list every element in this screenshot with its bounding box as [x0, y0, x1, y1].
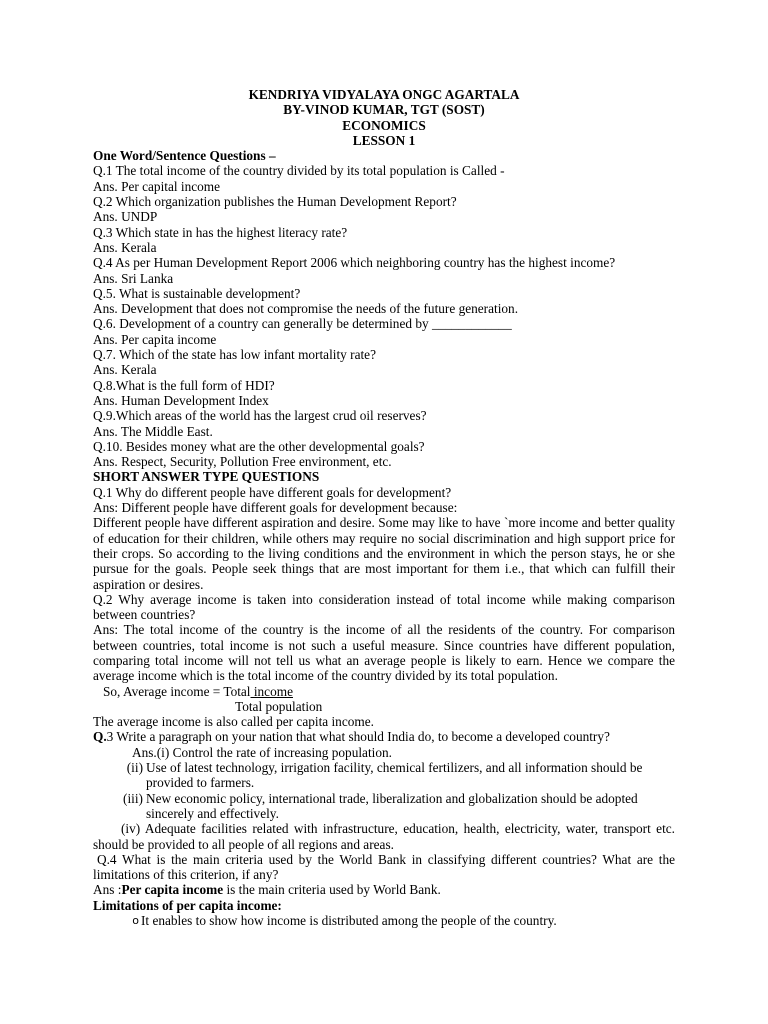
qa-line: Q.3 Which state in has the highest literacy rate? — [93, 224, 348, 240]
question-3-label: Q. — [93, 729, 107, 745]
formula-denominator: Total population — [235, 698, 323, 714]
qa-line: Ans. Kerala — [93, 362, 157, 378]
formula-line — [103, 684, 675, 699]
answer-2-note: The average income is also called per capita income. — [93, 714, 374, 730]
formula-numerator: income — [250, 683, 293, 699]
qa-line: Q.7. Which of the state has low infant mortality rate? — [93, 347, 376, 363]
answer-3-item-i: Ans.(i) Control the rate of increasing population. — [132, 744, 392, 760]
list-number: (ii) — [126, 760, 143, 776]
limitation-bullet-item — [93, 913, 675, 928]
qa-line: Q.4 As per Human Development Report 2006 which neighboring country has the highest income? — [93, 255, 616, 271]
one-word-qa-list — [93, 163, 675, 469]
answer-1-paragraph: Different people have different aspiration and desire. Some may like to have `more income and better quality of education for their children, while others may require no social discrimination and high support price for their crops. So according to the living conditions and the environment in which the person stays, he or she pursue for the goals. People seek things that are most important for them i.e., that which can fulfill their aspiration or desires. — [93, 515, 675, 592]
question-2: Q.2 Why average income is taken into consideration instead of total income while making comparison between countries? — [93, 591, 675, 623]
bullet-text: It enables to show how income is distributed among the people of the country. — [141, 913, 557, 929]
author-line: BY-VINOD KUMAR, TGT (SOST) — [283, 102, 485, 118]
answer-2-paragraph: Ans: The total income of the country is the income of all the residents of the country. For comparison between countries, total income is not such a useful measure. Since countries have different population, comparing total income will not tell us what an average people is likely to earn. Hence we compare the average income which is the total income of the country divided by its total population. — [93, 622, 675, 684]
answer-3-item-iii — [93, 791, 675, 822]
qa-line: Ans. Sri Lanka — [93, 270, 174, 286]
qa-line: Q.10. Besides money what are the other developmental goals? — [93, 438, 425, 454]
qa-line: Ans. Development that does not compromise the needs of the future generation. — [93, 301, 519, 317]
section-heading-one-word: One Word/Sentence Questions – — [93, 148, 276, 164]
subject-title: ECONOMICS — [342, 117, 426, 133]
answer-4-prefix: Ans : — [93, 882, 122, 898]
answer-4 — [93, 882, 675, 897]
qa-line: Q.6. Development of a country can generally be determined by ____________ — [93, 316, 512, 332]
qa-line: Ans. Human Development Index — [93, 392, 269, 408]
question-4: Q.4 What is the main criteria used by the World Bank in classifying different countries? What are the limitations of this criterion, if any? — [93, 851, 675, 883]
school-title: KENDRIYA VIDYALAYA ONGC AGARTALA — [248, 87, 520, 102]
section-heading-short-answer: SHORT ANSWER TYPE QUESTIONS — [93, 469, 320, 485]
answer-4-bold: Per capita income — [121, 882, 224, 898]
formula-prefix: So, Average income = Total — [103, 683, 251, 699]
question-3 — [93, 729, 675, 744]
answer-1-intro: Ans: Different people have different goals for development because: — [93, 500, 458, 516]
lesson-title: LESSON 1 — [352, 132, 416, 148]
list-text: Use of latest technology, irrigation facility, chemical fertilizers, and all information should be provided to farmers. — [146, 760, 643, 791]
list-number: (iii) — [123, 790, 143, 806]
list-text: New economic policy, international trade, liberalization and globalization should be adopted sincerely and effectively. — [146, 790, 638, 821]
bullet-circle-icon: o — [132, 914, 139, 928]
qa-line: Q.1 The total income of the country divided by its total population is Called - — [93, 163, 505, 179]
qa-line: Ans. Per capital income — [93, 178, 221, 194]
qa-line: Q.9.Which areas of the world has the largest crud oil reserves? — [93, 408, 427, 424]
answer-4-rest: is the main criteria used by World Bank. — [223, 882, 441, 898]
qa-line: Q.8.What is the full form of HDI? — [93, 377, 275, 393]
qa-line: Ans. Per capita income — [93, 331, 217, 347]
qa-line: Ans. Respect, Security, Pollution Free environment, etc. — [93, 454, 392, 470]
qa-line: Ans. UNDP — [93, 209, 158, 225]
qa-line: Q.5. What is sustainable development? — [93, 285, 301, 301]
qa-line: Ans. The Middle East. — [93, 423, 213, 439]
answer-3-item-ii — [93, 760, 675, 791]
qa-line: Q.2 Which organization publishes the Human Development Report? — [93, 194, 457, 210]
answer-3-item-iv: (iv) Adequate facilities related with infrastructure, education, health, electricity, water, transport etc. should be provided to all people of all regions and areas. — [93, 821, 675, 852]
question-3-text: 3 Write a paragraph on your nation that what should India do, to become a developed country? — [106, 729, 610, 745]
qa-line: Ans. Kerala — [93, 239, 157, 255]
question-1: Q.1 Why do different people have different goals for development? — [93, 484, 452, 500]
limitations-heading: Limitations of per capita income: — [93, 897, 282, 913]
